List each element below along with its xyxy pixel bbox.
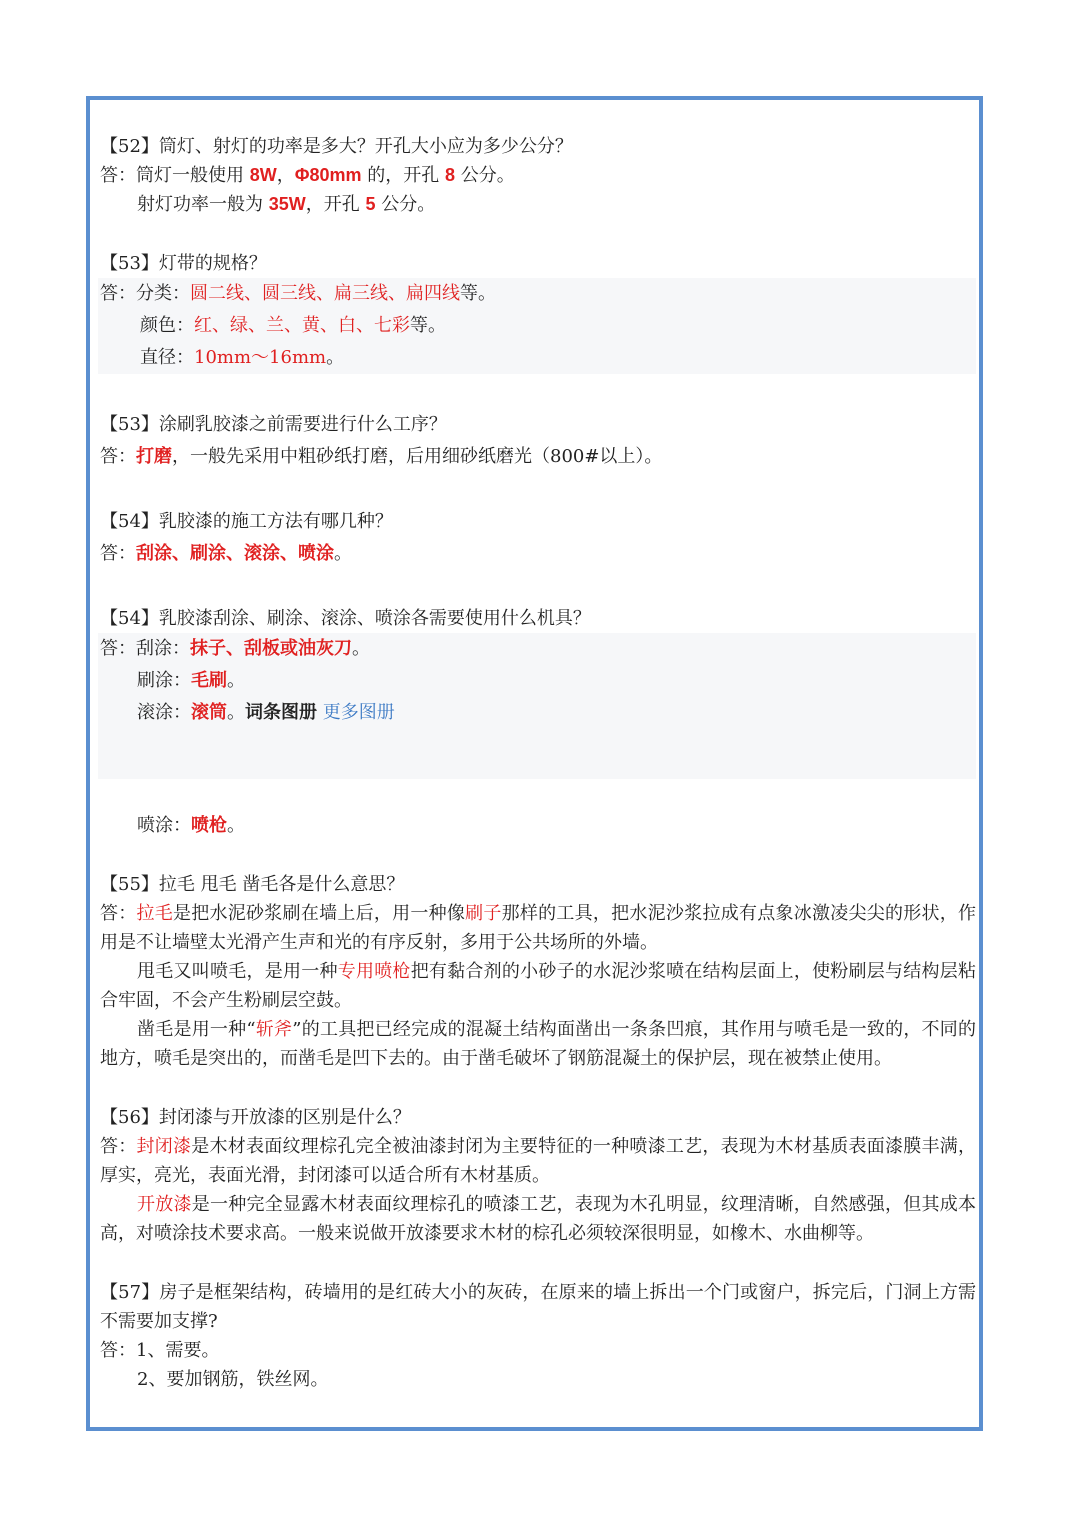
text: 答： [100,446,136,467]
text: 等。 [460,283,496,304]
text: 甩毛又叫喷毛，是用一种 [137,961,338,982]
text: 滚涂： [137,702,191,723]
text: 。 [352,638,370,659]
highlight: 喷枪 [191,815,227,836]
text: 答： [100,543,136,564]
highlight: 8W [249,165,277,185]
answer-56-para2 [100,1190,976,1248]
text: 的，开孔 [361,165,445,186]
answer-54b-line4 [100,811,976,840]
text: 直径： [140,347,194,368]
text: 把有黏合剂的小砂子的水泥沙浆喷在结构层面上，使粉刷层与结构层粘合牢固，不会产生粉刷层空鼓。 [100,961,977,1011]
text: 公分。 [455,165,515,186]
text: 公分。 [375,194,436,215]
highlight: 抹子、刮板或油灰刀 [190,638,352,659]
text: 。 [227,670,245,691]
answer-53-line1 [100,278,976,310]
text: ”的工具把已经完成的混凝土结构面凿出一条条凹痕，其作用与喷毛是一致的，不同的地方，喷毛是突出的，而凿毛是凹下去的。由于凿毛破坏了钢筋混凝土的保护层，现在被禁止使用。 [100,1019,977,1069]
answer-57-line2: 2、要加钢筋，铁丝网。 [137,1369,329,1390]
highlight: 斩斧 [255,1019,293,1040]
text: 射灯功率一般为 [137,194,269,215]
highlight: 打磨 [136,446,172,467]
highlight: 圆二线、圆三线、扁三线、扁四线 [190,283,460,304]
answer-54-line1 [100,539,976,568]
text: ，一般先采用中粗砂纸打磨，后用细砂纸磨光（800#以上）。 [172,446,663,467]
question-53-title: 【53】灯带的规格？ [100,253,267,274]
text: ，开孔 [305,194,366,215]
highlight: 拉毛 [136,903,174,924]
highlight: 专用喷枪 [337,961,411,982]
answer-54b-line1 [100,633,976,665]
text: 等。 [410,315,446,336]
answer-54b-block [98,633,976,779]
answer-54b-line3 [100,697,976,729]
text: 是木材表面纹理棕孔完全被油漆封闭为主要特征的一种喷漆工艺，表现为木材基质表面漆膜丰满，厚实，亮光，表面光滑，封闭漆可以适合所有木材基质。 [100,1136,977,1186]
highlight: 封闭漆 [136,1136,192,1157]
text: 刷涂： [137,670,191,691]
highlight: 35W [268,194,306,214]
question-54-title: 【54】乳胶漆的施工方法有哪几种？ [100,511,393,532]
highlight: 红、绿、兰、黄、白、七彩 [194,315,410,336]
answer-52-line1 [100,161,976,190]
question-53b-title: 【53】涂刷乳胶漆之前需要进行什么工序？ [100,414,447,435]
text: 答： [100,1136,137,1157]
text: ， [276,165,295,186]
document-body [100,132,976,1394]
text: 是把水泥砂浆刷在墙上后，用一种像 [173,903,466,924]
question-54b-title: 【54】乳胶漆刮涂、刷涂、滚涂、喷涂各需要使用什么机具？ [100,608,591,629]
highlight: 5 [365,194,376,214]
text: 。 [227,815,245,836]
highlight: 刮涂、刷涂、滚涂、喷涂 [136,543,334,564]
text: 。 [227,702,245,723]
text: 凿毛是用一种“ [137,1019,256,1040]
more-gallery-link[interactable]: 更多图册 [322,702,395,723]
highlight: 10mm～16mm [194,347,327,368]
answer-52-line2 [100,190,976,219]
highlight: 滚筒 [191,702,227,723]
text: 是一种完全显露木材表面纹理棕孔的喷漆工艺，表现为木孔明显，纹理清晰，自然感强，但其成本高，对喷涂技术要求高。一般来说做开放漆要求木材的棕孔必须较深很明显，如橡木、水曲柳等。 [100,1194,976,1244]
answer-53-line3 [100,342,976,374]
text: 。 [326,347,345,368]
text: 答：筒灯一般使用 [100,165,250,186]
answer-54b-line2 [100,665,976,697]
answer-55-para1 [100,899,976,957]
highlight: 刷子 [465,903,502,924]
question-55-title: 【55】拉毛 甩毛 凿毛各是什么意思？ [100,874,405,895]
text: 那样的工具，把水泥沙浆拉成有点象冰激凌尖尖的形状，作用是不让墙壁太光滑产生声和光的有序反射，多用于公共场所的外墙。 [100,903,977,953]
question-57-title: 【57】房子是框架结构，砖墙用的是红砖大小的灰砖，在原来的墙上拆出一个门或窗户，拆完后，门洞上方需不需要加支撑? [100,1282,976,1332]
text: 答：分类： [100,283,190,304]
answer-53-line2 [100,310,976,342]
question-56-title: 【56】封闭漆与开放漆的区别是什么？ [100,1107,411,1128]
text: 。 [334,543,352,564]
highlight: 毛刷 [191,670,227,691]
text: 颜色： [140,315,194,336]
answer-53-block [98,278,976,374]
highlight: 开放漆 [137,1194,192,1215]
gallery-label: 词条图册 [245,702,317,723]
text: 喷涂： [137,815,191,836]
answer-56-para1 [100,1132,976,1190]
answer-53b-line1 [100,442,976,471]
text: 答：刮涂： [100,638,190,659]
highlight: 8 [445,165,456,185]
answer-57-line1: 答：1、需要。 [100,1340,220,1361]
question-52-title: 【52】筒灯、射灯的功率是多大？开孔大小应为多少公分？ [100,136,573,157]
text: 答： [100,903,137,924]
answer-55-para3 [100,1015,976,1073]
answer-55-para2 [100,957,976,1015]
highlight: Φ80mm [294,165,362,185]
